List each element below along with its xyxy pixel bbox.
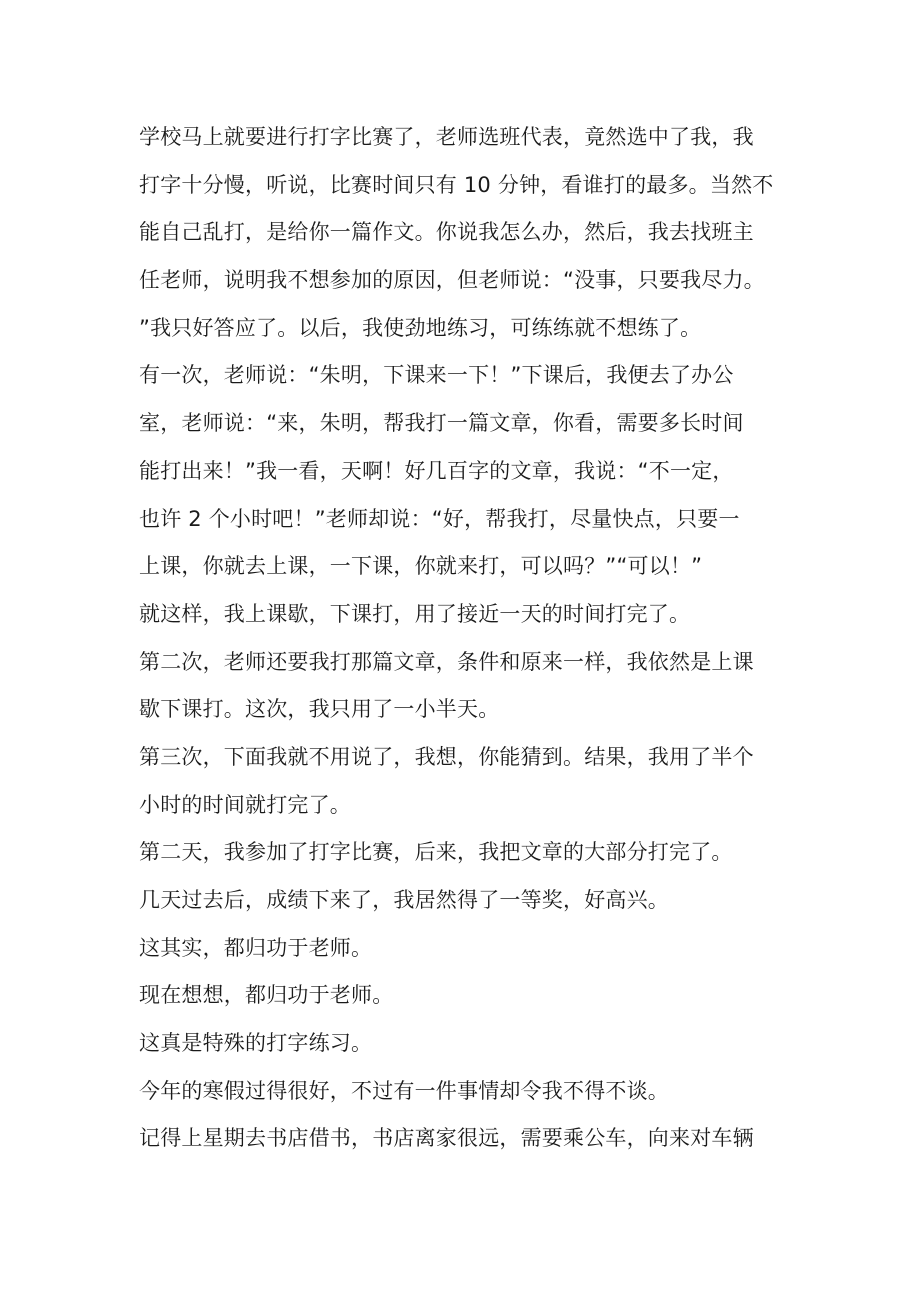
text-line: 就这样，我上课歇，下课打，用了接近一天的时间打完了。 xyxy=(139,601,691,626)
text-line: ”我只好答应了。以后，我使劲地练习，可练练就不想练了。 xyxy=(139,315,702,340)
text-line: 打字十分慢，听说，比赛时间只有 10 分钟，看谁打的最多。当然不 xyxy=(139,172,774,197)
text-line: 能自己乱打，是给你一篇作文。你说我怎么办，然后，我去找班主 xyxy=(139,220,754,245)
document-body xyxy=(139,114,781,1163)
text-line: 这真是特殊的打字练习。 xyxy=(139,1031,373,1056)
text-line: 歇下课打。这次，我只用了一小半天。 xyxy=(139,697,500,722)
text-line: 几天过去后，成绩下来了，我居然得了一等奖，好高兴。 xyxy=(139,888,669,912)
text-line: 今年的寒假过得很好，不过有一件事情却令我不得不谈。 xyxy=(139,1078,669,1103)
text-line: 上课，你就去上课，一下课，你就来打，可以吗？”“可以！” xyxy=(139,554,703,579)
text-line: 第二次，老师还要我打那篇文章，条件和原来一样，我依然是上课 xyxy=(139,649,754,674)
text-line: 也许 2 个小时吧！”老师却说：“好，帮我打，尽量快点，只要一 xyxy=(139,506,740,531)
text-line: 任老师，说明我不想参加的原因，但老师说：“没事，只要我尽力。 xyxy=(139,268,765,293)
text-line: 第三次，下面我就不用说了，我想，你能猜到。结果，我用了半个 xyxy=(139,744,754,769)
text-line: 室，老师说：“来，朱明，帮我打一篇文章，你看，需要多长时间 xyxy=(139,411,744,436)
text-line: 这其实，都归功于老师。 xyxy=(139,935,373,960)
text-line: 有一次，老师说：“朱明，下课来一下！”下课后，我便去了办公 xyxy=(139,363,734,388)
text-line: 小时的时间就打完了。 xyxy=(139,792,351,817)
text-line: 现在想想，都归功于老师。 xyxy=(139,983,394,1008)
text-line: 记得上星期去书店借书，书店离家很远，需要乘公车，向来对车辆 xyxy=(139,1126,754,1151)
text-line: 学校马上就要进行打字比赛了，老师选班代表，竟然选中了我，我 xyxy=(139,125,754,149)
text-line: 能打出来！”我一看，天啊！好几百字的文章，我说：“不一定， xyxy=(139,458,734,483)
text-line: 第二天，我参加了打字比赛，后来，我把文章的大部分打完了。 xyxy=(139,840,733,865)
